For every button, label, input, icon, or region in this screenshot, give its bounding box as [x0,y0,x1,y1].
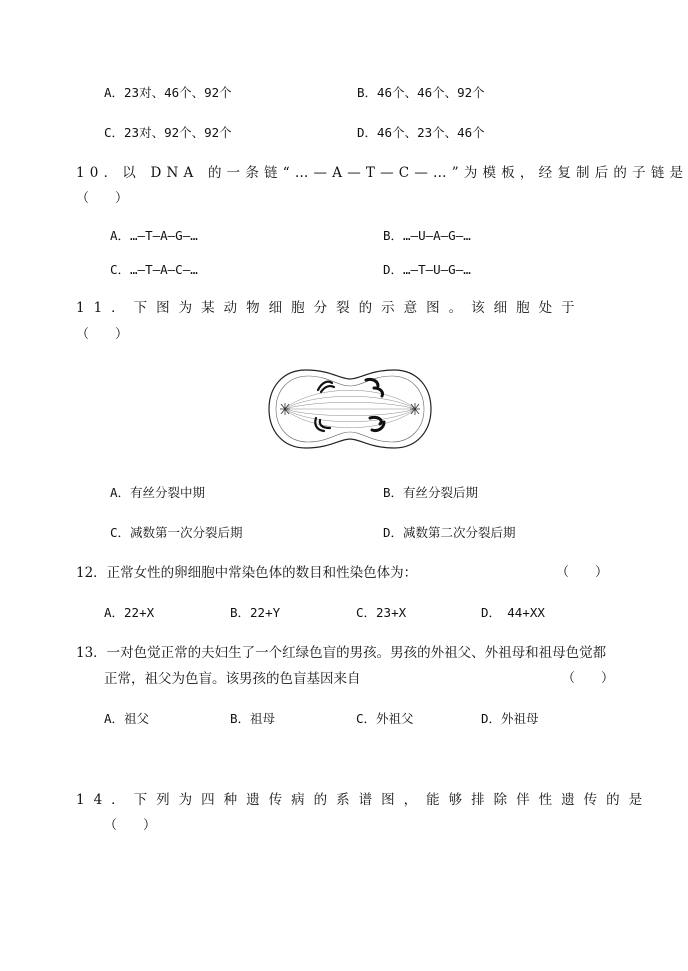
q12-answer-paren: （ ） [556,565,609,580]
chromosome-bottom-right [370,417,384,430]
q13-answer-paren: （ ） [562,671,615,686]
q11-answer-paren: （ ） [76,327,129,342]
q13-option-d: D．外祖母 [481,711,539,726]
q10-stem: 10．以 DNA 的一条链“…—A—T—C—…”为模板，经复制后的子链是 [76,165,688,181]
q11-option-a: A．有丝分裂中期 [110,485,206,500]
left-aster [280,403,290,415]
q12-option-a: A．22+X [104,605,155,620]
chromosome-top-left [318,382,334,392]
q14-stem: 14．下列为四种遗传病的系谱图，能够排除伴性遗传的是 [76,792,652,808]
cell-division-figure [266,366,434,452]
q12-stem: 12．正常女性的卵细胞中常染色体的数目和性染色体为： [76,565,418,581]
q10-option-c: C．…—T—A—C—… [110,262,198,277]
q9-option-a: A．23对、46个、92个 [104,85,232,100]
q9-option-d: D．46个、23个、46个 [357,125,485,140]
q10-answer-paren: （ ） [76,191,129,206]
q12-option-b: B．22+Y [230,605,281,620]
q11-option-b: B．有丝分裂后期 [383,485,479,500]
q13-option-c: C．外祖父 [356,711,414,726]
q13-stem-line1: 13．一对色觉正常的夫妇生了一个红绿色盲的男孩。男孩的外祖父、外祖母和祖母色觉都 [76,645,607,661]
q11-option-c: C．减数第一次分裂后期 [110,525,243,540]
q9-option-b: B．46个、46个、92个 [357,85,485,100]
spindle-fibers [284,390,416,428]
q9-option-c: C．23对、92个、92个 [104,125,232,140]
q11-option-d: D．减数第二次分裂后期 [383,525,516,540]
q10-option-b: B．…—U—A—G—… [383,228,471,243]
q13-stem-line2: 正常，祖父为色盲。该男孩的色盲基因来自 [104,671,361,687]
q13-option-a: A．祖父 [104,711,150,726]
q12-option-c: C．23+X [356,605,407,620]
q10-option-a: A．…—T—A—G—… [110,228,198,243]
q14-answer-paren: （ ） [104,818,157,833]
right-aster [410,403,420,415]
q12-option-d: D． 44+XX [481,605,545,620]
q10-option-d: D．…—T—U—G—… [383,262,471,277]
q11-stem: 11．下图为某动物细胞分裂的示意图。该细胞处于 [76,300,584,316]
q13-option-b: B．祖母 [230,711,276,726]
